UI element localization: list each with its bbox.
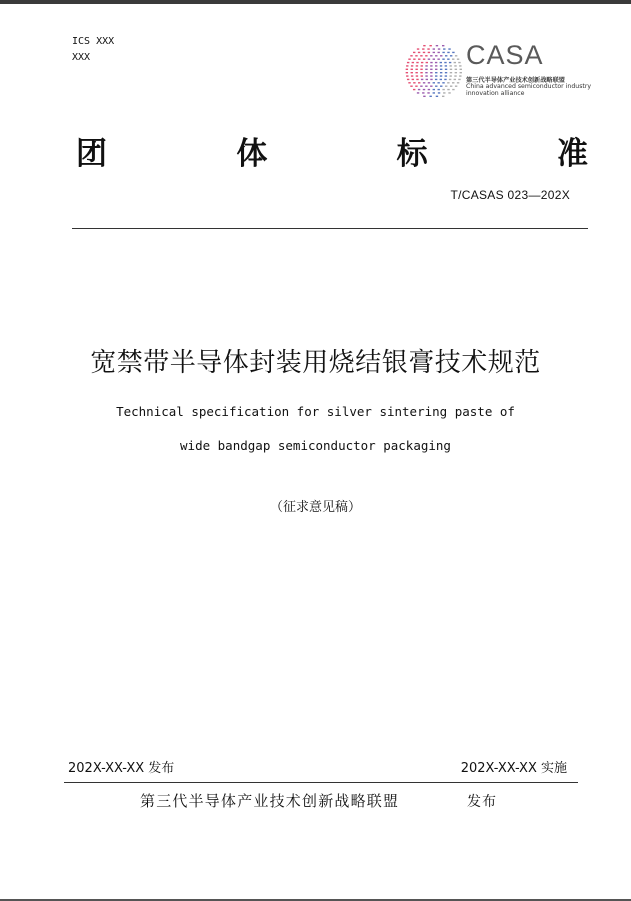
logo-dot xyxy=(430,55,432,56)
logo-dot xyxy=(422,48,424,49)
logo-dot xyxy=(410,85,412,86)
top-border xyxy=(0,0,631,4)
logo-dot xyxy=(438,92,440,93)
logo-dot xyxy=(429,45,431,46)
logo-dot xyxy=(447,89,449,90)
logo-dot xyxy=(430,65,432,66)
logo-dot xyxy=(422,92,424,93)
logo-dot xyxy=(460,69,462,70)
logo-dot xyxy=(415,69,417,70)
logo-dot xyxy=(450,55,452,56)
logo-dot xyxy=(452,52,454,53)
logo-dot xyxy=(430,79,432,80)
logo-dot xyxy=(423,52,425,53)
logo-dot xyxy=(418,89,420,90)
logo-dot xyxy=(445,72,447,73)
title-english-line-2: wide bandgap semiconductor packaging xyxy=(180,438,451,453)
logo-dot xyxy=(440,72,442,73)
logo-dot xyxy=(452,89,454,90)
logo-dot xyxy=(459,75,461,76)
logo-dot xyxy=(440,79,442,80)
logo-dot xyxy=(442,45,444,46)
logo-dot xyxy=(418,82,420,83)
logo-dot xyxy=(442,58,444,59)
logo-dot xyxy=(447,58,449,59)
logo-dot xyxy=(436,96,438,97)
header-divider xyxy=(72,228,588,229)
logo-dot xyxy=(433,92,435,93)
title-chinese: 宽禁带半导体封装用烧结银膏技术规范 xyxy=(90,348,541,378)
logo-dot xyxy=(427,48,429,49)
logo-dot xyxy=(433,89,435,90)
logo-dot xyxy=(443,48,445,49)
standard-number: T/CASAS 023—202X xyxy=(450,188,570,202)
logo-dot xyxy=(437,58,439,59)
logo-dot xyxy=(421,65,423,66)
logo-dot xyxy=(435,79,437,80)
logo-dot xyxy=(445,65,447,66)
logo-dot xyxy=(433,52,435,53)
standard-type-char: 团 xyxy=(76,136,107,172)
standard-type-heading xyxy=(76,128,588,173)
logo-dot xyxy=(440,85,442,86)
logo-dot xyxy=(438,89,440,90)
logo-dot xyxy=(423,89,425,90)
logo-name: CASA xyxy=(466,40,544,70)
logo-dot xyxy=(458,62,460,63)
logo-dot xyxy=(435,85,437,86)
logo-dot xyxy=(440,55,442,56)
logo-dot xyxy=(423,96,425,97)
logo-dot xyxy=(416,79,418,80)
logo-dot xyxy=(413,89,415,90)
logo-dot xyxy=(420,72,422,73)
logo-dot xyxy=(416,65,418,66)
logo-dot xyxy=(448,92,450,93)
logo-dot xyxy=(428,89,430,90)
logo-english-line-2: innovation alliance xyxy=(466,90,525,97)
logo-dot xyxy=(406,72,408,73)
logo-dot xyxy=(436,45,438,46)
logo-dot xyxy=(435,55,437,56)
logo-dot xyxy=(412,62,414,63)
logo-dot xyxy=(459,65,461,66)
logo-dot xyxy=(406,75,408,76)
logo-dot xyxy=(450,72,452,73)
title-english-line-1: Technical specification for silver sintering paste of xyxy=(116,404,515,419)
logo-dot xyxy=(440,75,442,76)
standard-type-char: 体 xyxy=(236,136,268,172)
logo-dot xyxy=(442,82,444,83)
logo-dot xyxy=(448,48,450,49)
logo-dot xyxy=(447,52,449,53)
logo-dot xyxy=(442,96,444,97)
logo-dot xyxy=(442,89,444,90)
publish-label: 发布 xyxy=(467,794,497,810)
logo-dot xyxy=(423,82,425,83)
logo-dot xyxy=(454,79,456,80)
logo-dot xyxy=(416,62,418,63)
logo-dot xyxy=(458,79,460,80)
logo-dot xyxy=(420,85,422,86)
logo-dot xyxy=(423,45,425,46)
logo-dot xyxy=(445,69,447,70)
logo-dot xyxy=(425,65,427,66)
logo-dot xyxy=(417,92,419,93)
logo-dot xyxy=(408,82,410,83)
logo-dot xyxy=(410,55,412,56)
logo-dot xyxy=(415,85,417,86)
logo-dot xyxy=(421,62,423,63)
logo-dot xyxy=(454,75,456,76)
logo-dot xyxy=(450,69,452,70)
logo-dot xyxy=(408,58,410,59)
logo-dot xyxy=(454,65,456,66)
logo-english-line-1: China advanced semiconductor industry xyxy=(466,83,592,90)
logo-dot xyxy=(450,85,452,86)
issue-date: 202X-XX-XX 发布 xyxy=(68,761,175,776)
logo-dot xyxy=(425,75,427,76)
logo-dot xyxy=(406,65,408,66)
logo-dot xyxy=(411,69,413,70)
logo-dot xyxy=(430,72,432,73)
standard-type-char: 准 xyxy=(556,136,588,172)
logo-dot xyxy=(449,79,451,80)
logo-dot xyxy=(426,79,428,80)
logo-dot xyxy=(430,62,432,63)
logo-dot xyxy=(430,75,432,76)
logo-dot xyxy=(421,79,423,80)
logo-dot xyxy=(449,65,451,66)
ics-line-2: XXX xyxy=(72,52,91,63)
logo-dot xyxy=(420,69,422,70)
logo-dot xyxy=(445,75,447,76)
logo-dot xyxy=(433,48,435,49)
logo-dot xyxy=(415,55,417,56)
logo-dot xyxy=(413,52,415,53)
implementation-date: 202X-XX-XX 实施 xyxy=(460,761,567,776)
logo-dot xyxy=(455,69,457,70)
logo-dot xyxy=(438,52,440,53)
logo-dot xyxy=(445,85,447,86)
draft-status: （征求意见稿） xyxy=(269,500,361,515)
logo-dot xyxy=(443,92,445,93)
logo-dot xyxy=(425,55,427,56)
logo-dot xyxy=(440,62,442,63)
casa-logo xyxy=(404,38,594,104)
logo-dot xyxy=(425,69,427,70)
logo-dot xyxy=(407,62,409,63)
logo-dot xyxy=(425,85,427,86)
ics-code xyxy=(72,34,114,66)
logo-dot xyxy=(438,48,440,49)
standard-type-char: 标 xyxy=(396,136,428,172)
logo-dot xyxy=(433,58,435,59)
logo-dot xyxy=(428,52,430,53)
logo-dot xyxy=(442,52,444,53)
logo-dot xyxy=(437,82,439,83)
logo-dot xyxy=(412,79,414,80)
logo-sphere-icon xyxy=(404,38,464,104)
logo-dot xyxy=(452,82,454,83)
logo-dot xyxy=(440,69,442,70)
ics-line-1: ICS XXX xyxy=(72,36,115,47)
logo-dot xyxy=(449,75,451,76)
logo-dot xyxy=(425,72,427,73)
logo-dot xyxy=(423,58,425,59)
logo-dot xyxy=(433,82,435,83)
logo-dot xyxy=(440,65,442,66)
logo-dot xyxy=(417,48,419,49)
logo-dot xyxy=(455,55,457,56)
logo-dot xyxy=(413,82,415,83)
logo-dot xyxy=(411,75,413,76)
logo-dot xyxy=(435,65,437,66)
logo-dot xyxy=(427,92,429,93)
logo-dot xyxy=(449,62,451,63)
logo-chinese-name: 第三代半导体产业技术创新战略联盟 xyxy=(466,77,565,84)
logo-dot xyxy=(435,69,437,70)
logo-dot xyxy=(418,52,420,53)
logo-dot xyxy=(444,79,446,80)
logo-dot xyxy=(413,58,415,59)
logo-dot xyxy=(454,62,456,63)
logo-dot xyxy=(435,75,437,76)
logo-dot xyxy=(430,69,432,70)
logo-dot xyxy=(457,82,459,83)
logo-dot xyxy=(411,72,413,73)
logo-dot xyxy=(452,58,454,59)
logo-dot xyxy=(447,82,449,83)
logo-dot xyxy=(428,82,430,83)
logo-dot xyxy=(460,72,462,73)
logo-dot xyxy=(421,75,423,76)
logo-dot xyxy=(457,58,459,59)
logo-dot xyxy=(407,79,409,80)
logo-dot xyxy=(406,69,408,70)
logo-dot xyxy=(429,96,431,97)
logo-dot xyxy=(455,85,457,86)
logo-dot xyxy=(428,58,430,59)
logo-dot xyxy=(416,75,418,76)
logo-dot xyxy=(418,58,420,59)
logo-dot xyxy=(445,55,447,56)
logo-dot xyxy=(415,72,417,73)
logo-dot xyxy=(420,55,422,56)
logo-dot xyxy=(444,62,446,63)
logo-dot xyxy=(430,85,432,86)
logo-dot xyxy=(435,62,437,63)
publisher-name: 第三代半导体产业技术创新战略联盟 xyxy=(140,792,400,810)
logo-dot xyxy=(455,72,457,73)
logo-dot xyxy=(435,72,437,73)
logo-dot xyxy=(411,65,413,66)
footer-divider xyxy=(64,782,578,783)
logo-dot xyxy=(426,62,428,63)
